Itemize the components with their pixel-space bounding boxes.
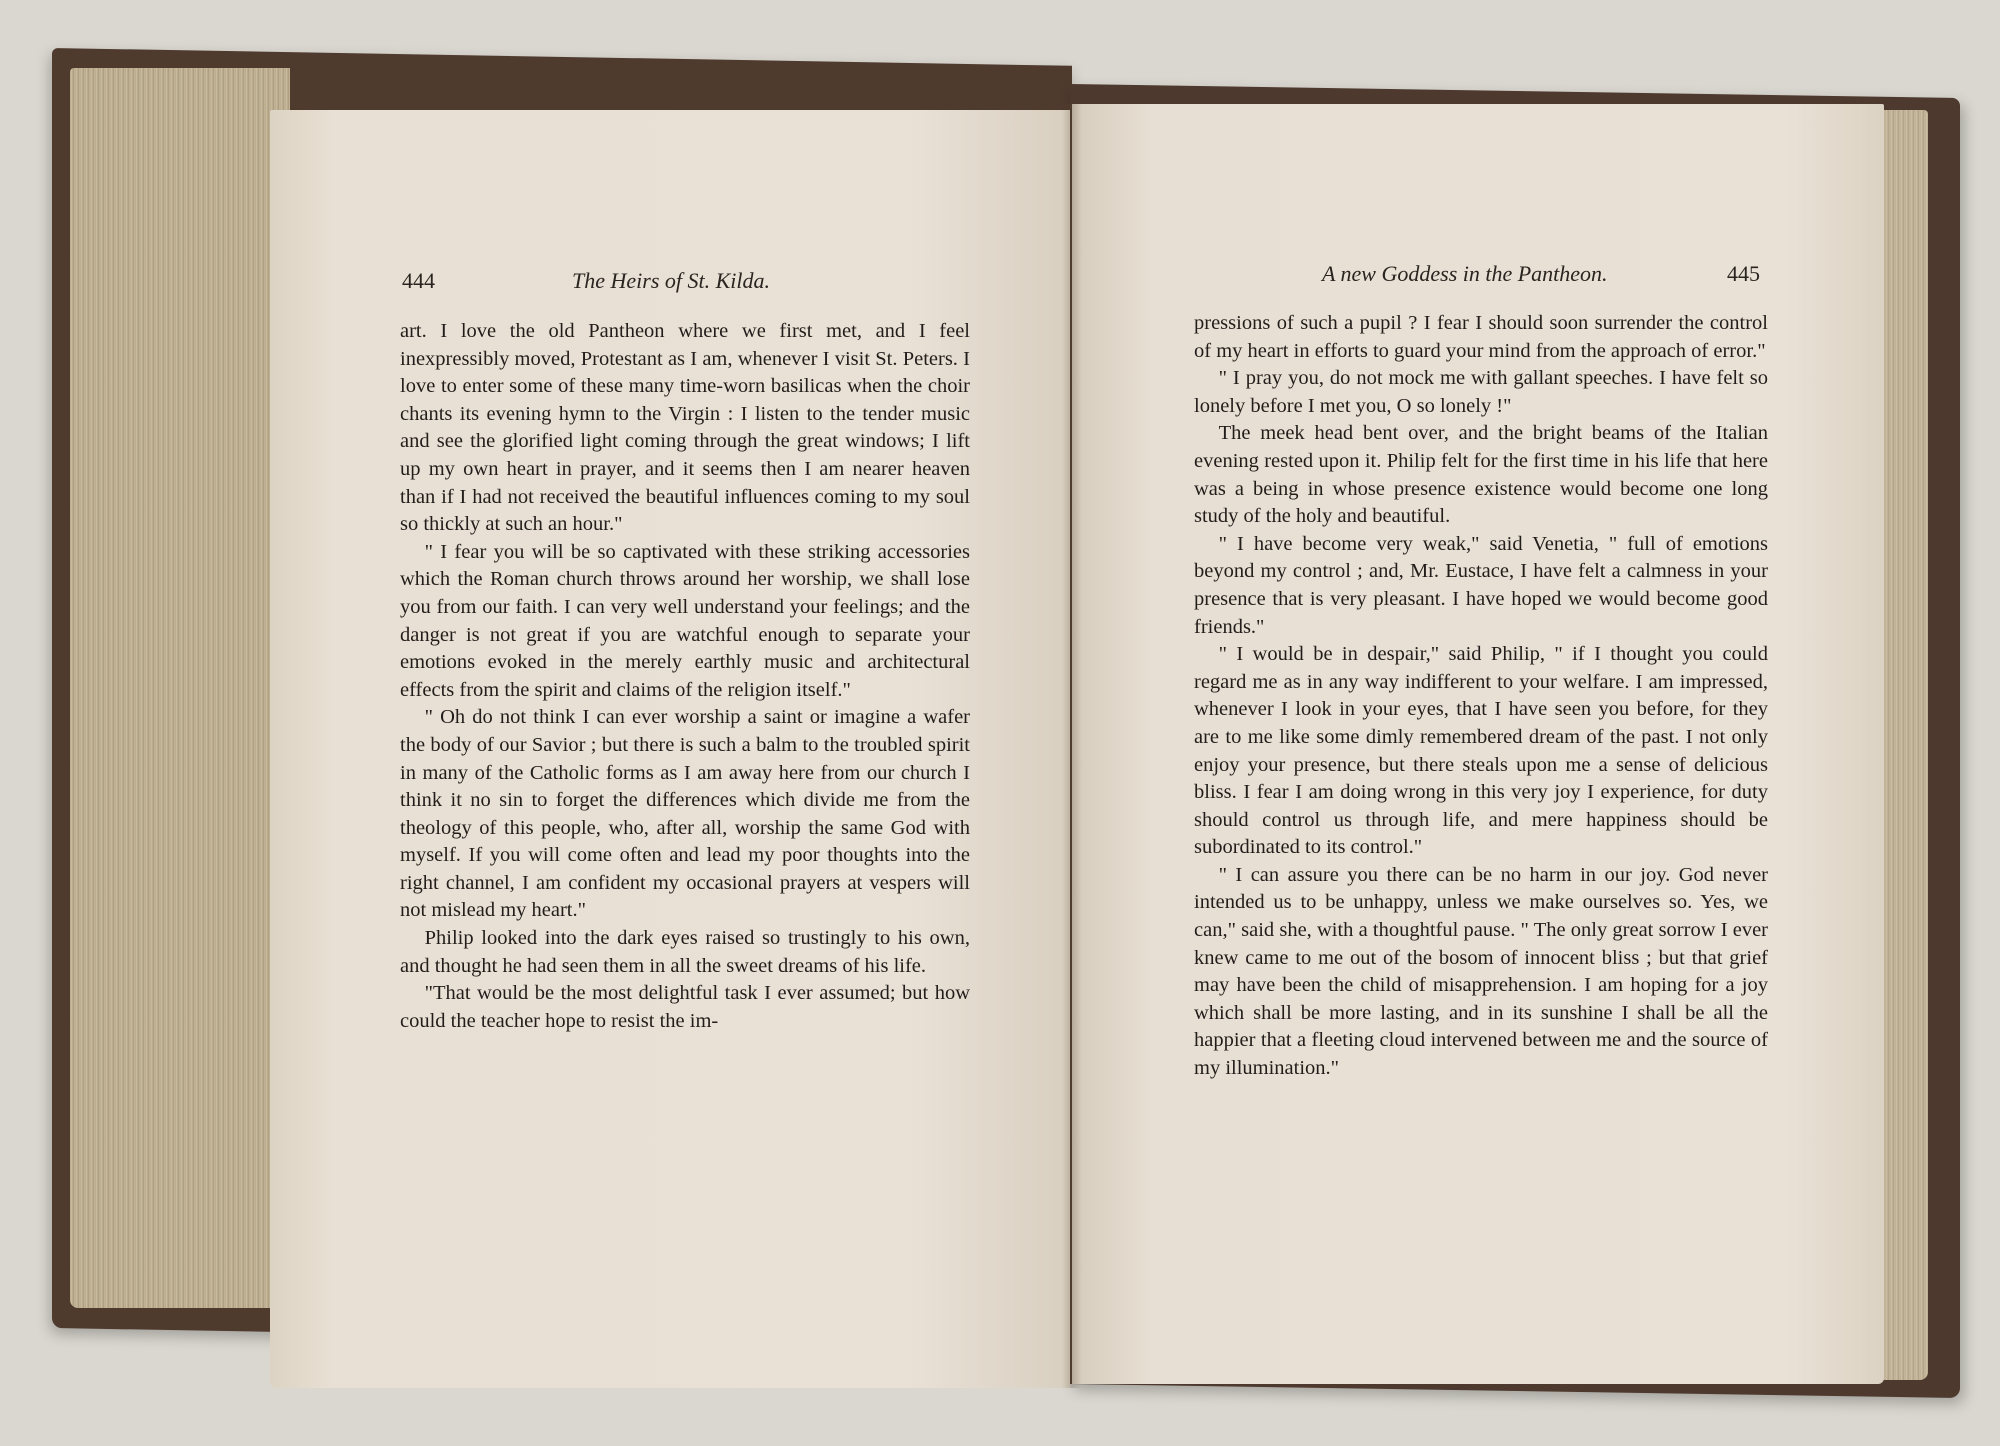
paragraph: " I can assure you there can be no harm in our joy. God never intended us to be unhappy, unless we make ourselves so. Yes, we can," said she, with a thoughtful pause. " The only great sorrow I ever knew came to me out of the bosom of innocent bliss ; but that grief may have been the child of misapprehension. I am hoping for a joy which shall be more lasting, and in its sunshine I shall be all the happier that a fleeting cloud intervened between me and the source of my illumination." — [1194, 863, 1768, 1080]
right-page-number: 445 — [1727, 261, 1760, 286]
paragraph: The meek head bent over, and the bright beams of the Italian evening rested upon it. Philip felt for the first time in his life that here was a being in whose presence existence would become one long study of the holy and beautiful. — [1194, 422, 1768, 528]
paragraph: " Oh do not think I can ever worship a saint or imagine a wafer the body of our Savior ; but there is such a balm to the troubled spirit in many of the Catholic forms as I am away here from our church I think it no sin to forget the differences which divide me from the theology of this people, who, after all, worship the same God with myself. If you will come often and lead my poor thoughts into the right channel, I am confident my occasional prayers at vespers will not mislead my heart." — [400, 706, 970, 922]
paragraph: "That would be the most delightful task I ever assumed; but how could the teacher hope to resist the im- — [400, 982, 970, 1032]
left-page-edges — [70, 68, 290, 1308]
left-running-title: The Heirs of St. Kilda. — [572, 268, 771, 293]
left-page-number: 444 — [402, 268, 435, 293]
paragraph: " I fear you will be so captivated with these striking accessories which the Roman church throws around her worship, we shall lose you from our faith. I can very well understand your feelings; and the danger is not great if you are watchful enough to separate your emotions evoked in the merely earthly music and architectural effects from the spirit and claims of the religion itself." — [400, 540, 970, 701]
book-gutter — [1062, 104, 1082, 1388]
right-running-title: A new Goddess in the Pantheon. — [1322, 261, 1608, 286]
paragraph: " I pray you, do not mock me with gallant speeches. I have felt so lonely before I met you, O so lonely !" — [1194, 367, 1768, 417]
left-text-block — [400, 318, 970, 1035]
paragraph: " I would be in despair," said Philip, " if I thought you could regard me as in any way indifferent to your welfare. I am impressed, whenever I look in your eyes, that I have seen you before, for they are to me like some dimly remembered dream of the past. I not only enjoy your presence, but there steals upon me a sense of delicious bliss. I fear I am doing wrong in this very joy I experience, for duty should control us through life, and mere happiness should be subordinated to its control." — [1194, 643, 1768, 859]
paragraph: Philip looked into the dark eyes raised so trustingly to his own, and thought he had seen them in all the sweet dreams of his life. — [400, 927, 970, 977]
right-text-block — [1194, 310, 1768, 1083]
paragraph: pressions of such a pupil ? I fear I should soon surrender the control of my heart in efforts to guard your mind from the approach of error." — [1194, 312, 1768, 362]
paragraph: " I have become very weak," said Venetia, " full of emotions beyond my control ; and, Mr. Eustace, I have felt a calmness in your presence that is very pleasant. I have hoped we would become good friends." — [1194, 532, 1768, 638]
paragraph: art. I love the old Pantheon where we first met, and I feel inexpressibly moved, Protestant as I am, whenever I visit St. Peters. I love to enter some of these many time-worn basilicas when the choir chants its evening hymn to the Virgin : I listen to the tender music and see the glorified light coming through the great windows; I lift up my own heart in prayer, and it seems then I am nearer heaven than if I had not received the beautiful influences coming to my soul so thickly at such an hour." — [400, 320, 970, 536]
right-page-edges — [1880, 110, 1928, 1380]
